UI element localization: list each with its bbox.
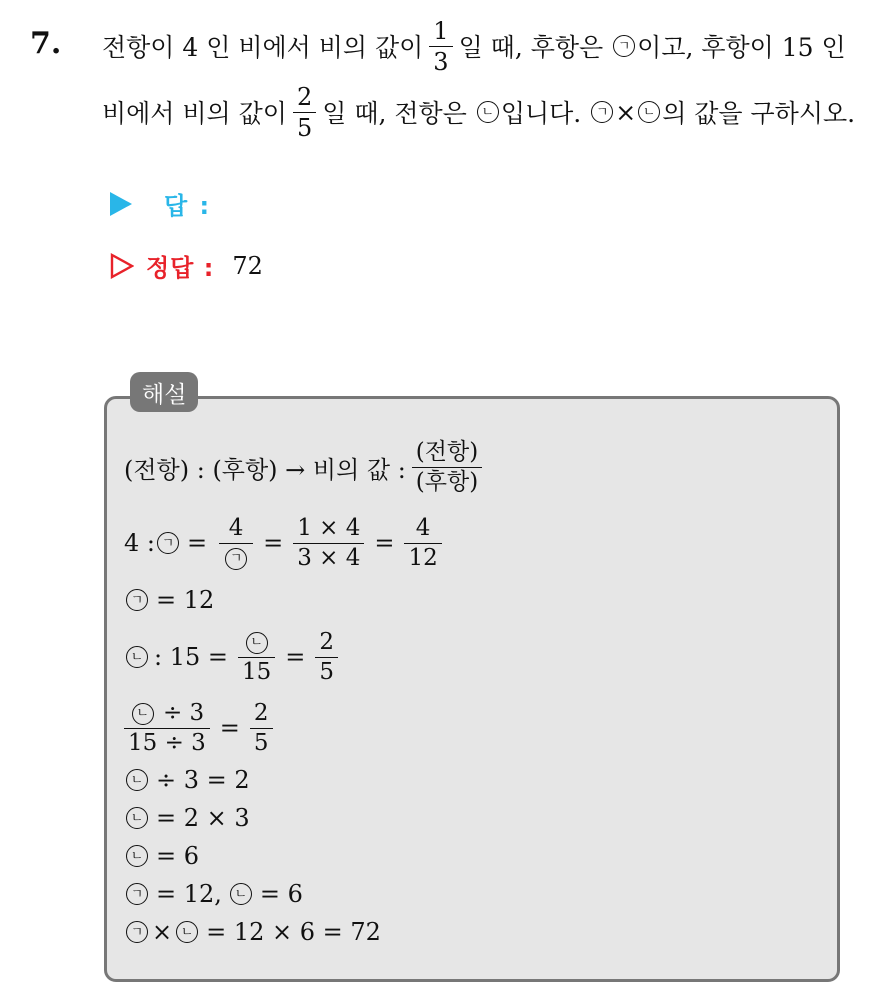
solution-line-3 xyxy=(124,584,214,616)
solution-line-9 xyxy=(124,878,303,910)
correct-answer-label: 정답 : xyxy=(146,254,215,282)
solution-text: = 2 × 3 xyxy=(156,804,250,832)
solution-text: (전항) : (후항) → 비의 값 : xyxy=(124,455,406,484)
circled-nieun-icon: ㄴ xyxy=(246,632,268,654)
question-number: 7. xyxy=(30,26,62,61)
fraction-denominator: 5 xyxy=(293,112,316,140)
circled-nieun-icon: ㄴ xyxy=(126,845,148,867)
circled-nieun-icon: ㄴ xyxy=(477,101,499,123)
question-text: 일 때, 전항은 xyxy=(322,99,467,128)
fraction-numerator xyxy=(126,699,209,728)
explanation-tab: 해설 xyxy=(130,372,198,412)
circled-giyeok-icon: ㄱ xyxy=(126,883,148,905)
fraction-denominator: (후항) xyxy=(412,467,482,494)
solution-text: = 12, xyxy=(156,880,222,908)
solution-text: = 12 xyxy=(156,586,215,614)
fraction-denominator: 15 ÷ 3 xyxy=(124,728,210,755)
solution-line-10 xyxy=(124,916,381,948)
fraction-one-third xyxy=(429,16,452,76)
fraction-denominator: 15 xyxy=(238,657,275,684)
equals-sign: = xyxy=(186,529,208,557)
circled-giyeok-icon: ㄱ xyxy=(591,101,613,123)
equals-sign: = xyxy=(219,714,240,742)
correct-answer-row xyxy=(110,248,263,283)
solution-text: ÷ 3 = 2 xyxy=(156,766,250,794)
solution-line-6 xyxy=(124,764,250,796)
fraction xyxy=(238,631,275,684)
solution-text: 4 : xyxy=(124,529,155,557)
equals-sign: = xyxy=(374,529,395,557)
equals-sign: = xyxy=(285,643,306,671)
fraction-numerator: 4 xyxy=(415,514,431,541)
fraction-numerator: 1 xyxy=(433,16,449,45)
answer-label: 답 : xyxy=(164,192,212,220)
fraction xyxy=(315,628,338,685)
fraction xyxy=(293,514,364,571)
fraction-numerator: 1 × 4 xyxy=(297,514,361,541)
fraction-numerator: 2 xyxy=(253,699,269,726)
answer-row xyxy=(110,186,211,221)
circled-giyeok-icon: ㄱ xyxy=(613,35,635,57)
fraction-numerator: 2 xyxy=(319,628,335,655)
fraction xyxy=(219,514,253,570)
fraction-numerator: 4 xyxy=(228,514,244,541)
fraction-numerator xyxy=(240,631,274,657)
solution-text: = 6 xyxy=(259,880,303,908)
solution-line-5 xyxy=(124,696,279,760)
fraction xyxy=(124,699,210,756)
circled-giyeok-icon: ㄱ xyxy=(126,589,148,611)
solution-line-2 xyxy=(124,510,448,576)
circled-giyeok-icon: ㄱ xyxy=(157,532,179,554)
question-text: 전항이 4 인 비에서 비의 값이 xyxy=(102,33,424,62)
fraction-two-fifths xyxy=(293,82,316,142)
circled-nieun-icon: ㄴ xyxy=(126,807,148,829)
fraction-denominator: 12 xyxy=(404,543,441,570)
question-text: 의 값을 구하시오. xyxy=(662,99,856,128)
fraction-denominator: 3 xyxy=(429,46,452,74)
circled-nieun-icon: ㄴ xyxy=(132,703,154,725)
fraction xyxy=(250,699,273,756)
fraction-numerator: (전항) xyxy=(415,438,479,465)
circled-nieun-icon: ㄴ xyxy=(230,883,252,905)
circled-nieun-icon: ㄴ xyxy=(126,646,148,668)
circled-nieun-icon: ㄴ xyxy=(638,101,660,123)
question-text: 입니다. xyxy=(500,99,582,128)
solution-line-7 xyxy=(124,802,250,834)
solution-line-4 xyxy=(124,624,344,690)
outline-triangle-icon xyxy=(110,253,134,279)
fraction-denominator xyxy=(219,543,253,570)
question-line-2 xyxy=(102,80,855,144)
circled-nieun-icon: ㄴ xyxy=(176,921,198,943)
solution-line-8 xyxy=(124,840,199,872)
times-sign: × xyxy=(615,97,637,127)
question-text: 비에서 비의 값이 xyxy=(102,99,287,128)
fraction-denominator: 5 xyxy=(315,657,338,684)
numerator-text: ÷ 3 xyxy=(162,699,205,726)
question-text: 이고, 후항이 15 인 xyxy=(637,33,846,62)
circled-giyeok-icon: ㄱ xyxy=(225,548,247,570)
solution-text: : 15 = xyxy=(154,643,228,671)
fraction-denominator: 3 × 4 xyxy=(293,543,364,570)
equals-sign: = xyxy=(263,529,284,557)
solution-text: = 6 xyxy=(156,842,200,870)
fraction-denominator: 5 xyxy=(250,728,273,755)
circled-giyeok-icon: ㄱ xyxy=(126,921,148,943)
circled-nieun-icon: ㄴ xyxy=(126,769,148,791)
times-sign: × xyxy=(152,918,173,946)
solution-text: = 12 × 6 = 72 xyxy=(206,918,381,946)
correct-answer-value: 72 xyxy=(232,251,263,280)
question-text: 일 때, 후항은 xyxy=(458,33,604,62)
fraction xyxy=(404,514,441,571)
question-line-1 xyxy=(102,14,846,78)
fraction-numerator: 2 xyxy=(296,82,313,111)
ratio-value-fraction xyxy=(412,438,482,495)
solution-line-1 xyxy=(124,436,488,498)
play-triangle-icon xyxy=(110,192,132,216)
